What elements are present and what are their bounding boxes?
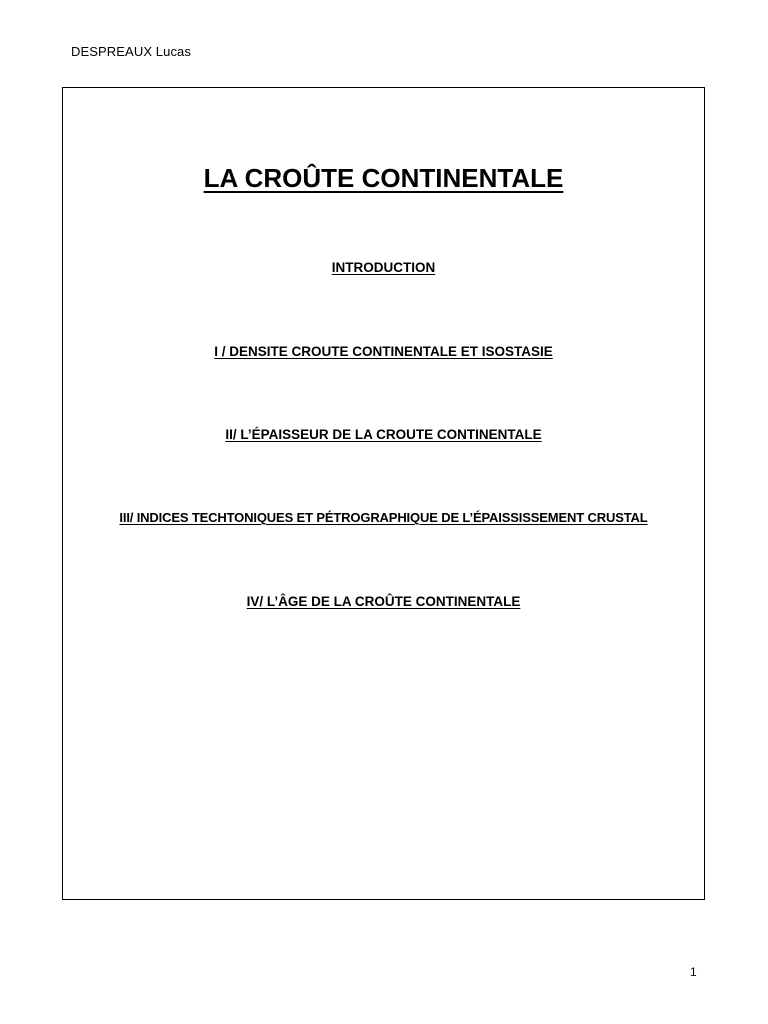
page-number: 1: [690, 965, 697, 979]
author-name: DESPREAUX Lucas: [71, 44, 191, 59]
document-title: LA CROÛTE CONTINENTALE: [203, 163, 564, 193]
toc-item-section-2: II/ L’ÉPAISSEUR DE LA CROUTE CONTINENTALE: [225, 427, 542, 442]
toc-item-section-4: IV/ L’ÂGE DE LA CROÛTE CONTINENTALE: [246, 594, 521, 609]
toc-item-section-1: I / DENSITE CROUTE CONTINENTALE ET ISOSTASIE: [214, 344, 553, 359]
toc-item-introduction: INTRODUCTION: [331, 260, 436, 275]
toc-item-section-3: III/ INDICES TECHTONIQUES ET PÉTROGRAPHIQUE DE L’ÉPAISSISSEMENT CRUSTAL: [119, 510, 648, 525]
title-page-frame: [62, 87, 705, 900]
